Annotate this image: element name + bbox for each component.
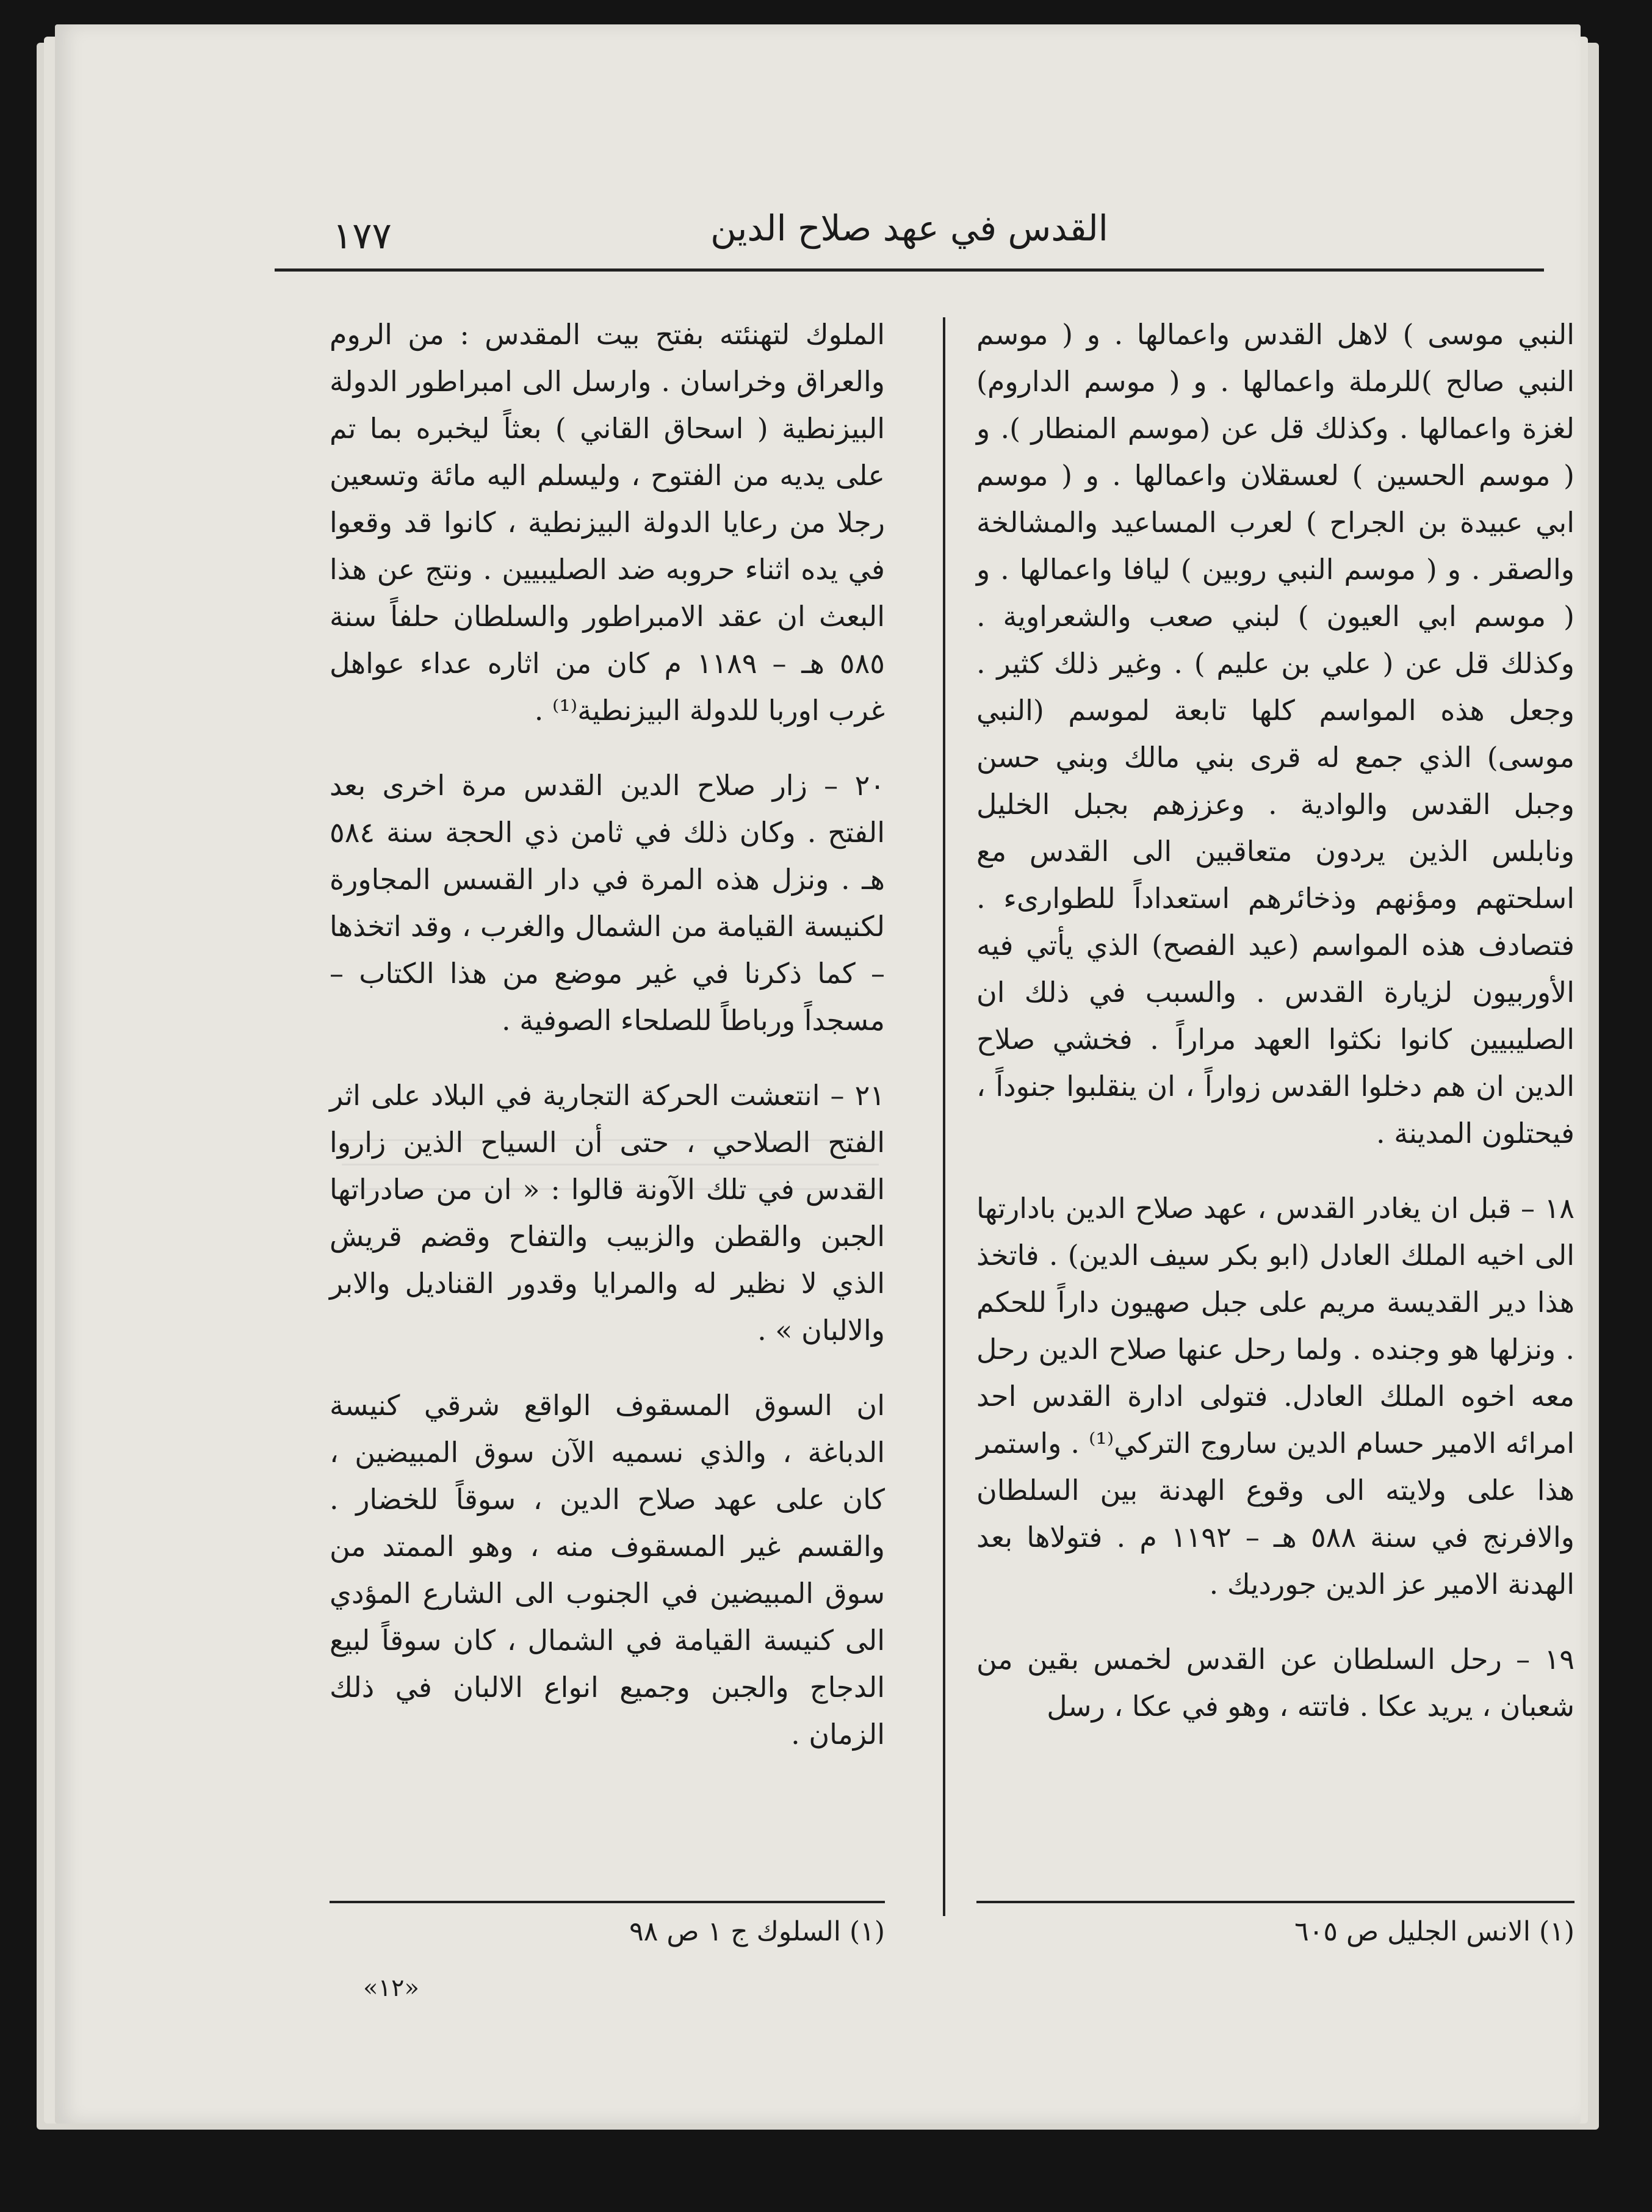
paragraph: الملوك لتهنئته بفتح بيت المقدس : من الروم والعراق وخراسان . وارسل الى امبراطور الدولة البيزنطية ( اسحاق القاني ) بعثاً ليخبره بما تم على يديه من الفتوح ، وليسلم اليه مائة وتسعين رجلا من رعايا الدولة البيزنطية ، كانوا قد وقعوا في يده اثناء حروبه ضد الصليبيين . ونتج عن هذا البعث ان عقد الامبراطور والسلطان حلفاً سنة ٥٨٥ هـ – ١١٨٩ م كان من اثاره عداء عواهل غرب اوربا للدولة البيزنطية⁽¹⁾ .: [330, 318, 885, 727]
paragraph: ان السوق المسقوف الواقع شرقي كنيسة الدباغة ، والذي نسميه الآن سوق المبيضين ، كان على عهد صلاح الدين ، سوقاً للخضار . والقسم غير المسقوف منه ، وهو الممتد من سوق المبيضين في الجنوب الى الشارع المؤدي الى كنيسة القيامة في الشمال ، كان سوقاً لبيع الدجاج والجبن وجميع انواع الالبان في ذلك الزمان .: [330, 1389, 885, 1751]
page-number: ١٧٧: [333, 215, 392, 258]
footnote-rule: [330, 1901, 885, 1903]
footnote-right: (١) الانس الجليل ص ٦٠٥: [1294, 1916, 1574, 1947]
paragraph: ١٨ – قبل ان يغادر القدس ، عهد صلاح الدين بادارتها الى اخيه الملك العادل (ابو بكر سيف الدين) . فاتخذ هذا دير القديسة مريم على جبل صهيون داراً للحكم . ونزلها هو وجنده . ولما رحل عنها صلاح الدين رحل معه اخوه الملك العادل. فتولى ادارة القدس احد امرائه الامير حسام الدين ساروج التركي⁽¹⁾ . واستمر هذا على ولايته الى وقوع الهدنة بين السلطان والافرنج في سنة ٥٨٨ هـ – ١١٩٢ م . فتولاها بعد الهدنة الامير عز الدين جورديك .: [976, 1192, 1574, 1601]
paragraph: ٢٠ – زار صلاح الدين القدس مرة اخرى بعد الفتح . وكان ذلك في ثامن ذي الحجة سنة ٥٨٤ هـ . ونزل هذه المرة في دار القسس المجاورة لكنيسة القيامة من الشمال والغرب ، وقد اتخذها – كما ذكرنا في غير موضع من هذا الكتاب – مسجداً ورباطاً للصلحاء الصوفية .: [330, 769, 885, 1037]
signature-mark: «١٢»: [363, 1974, 419, 2002]
footnote-rule: [976, 1901, 1574, 1903]
page-header: [275, 207, 1544, 275]
paragraph: ١٩ – رحل السلطان عن القدس لخمس بقين من شعبان ، يريد عكا . فاتته ، وهو في عكا ، رسل: [976, 1643, 1574, 1723]
paragraph: النبي موسى ) لاهل القدس واعمالها . و ( موسم النبي صالح )للرملة واعمالها . و ( موسم الداروم) لغزة واعمالها . وكذلك قل عن (موسم المنطار ). و ( موسم الحسين ) لعسقلان واعمالها . و ( موسم ابي عبيدة بن الجراح ) لعرب المساعيد والمشالخة والصقر . و ( موسم النبي روبين ) ليافا واعمالها . و ( موسم ابي العيون ) لبني صعب والشعراوية . وكذلك قل عن ( علي بن عليم ) . وغير ذلك كثير . وجعل هذه المواسم كلها تابعة لموسم (النبي موسى) الذي جمع له قرى بني مالك وبني حسن وجبل القدس والوادية . وعززهم بجبل الخليل ونابلس الذين يردون متعاقبين الى القدس مع اسلحتهم ومؤنهم وذخائرهم استعداداً للطوارىء . فتصادف هذه المواسم (عيد الفصح) الذي يأتي فيه الأوربيون لزيارة القدس . والسبب في ذلك ان الصليبيين كانوا نكثوا العهد مراراً . فخشي صلاح الدين ان هم دخلوا القدس زواراً ، ان ينقلبوا جنوداً ، فيحتلون المدينة .: [976, 318, 1574, 1150]
column-divider: [943, 317, 945, 1916]
running-head: القدس في عهد صلاح الدين: [710, 207, 1108, 249]
paragraph: ٢١ – انتعشت الحركة التجارية في البلاد على اثر الفتح الصلاحي ، حتى أن السياح الذين زاروا القدس في تلك الآونة قالوا : « ان من صادراتها الجبن والقطن والزبيب والتفاح وقضم قريش الذي لا نظير له والمرايا وقدور القناديل والابر والالبان » .: [330, 1079, 885, 1347]
right-column: [976, 311, 1574, 1758]
footnote-left: (١) السلوك ج ١ ص ٩٨: [629, 1916, 885, 1947]
left-column: [330, 311, 885, 1786]
header-rule: [275, 268, 1544, 272]
